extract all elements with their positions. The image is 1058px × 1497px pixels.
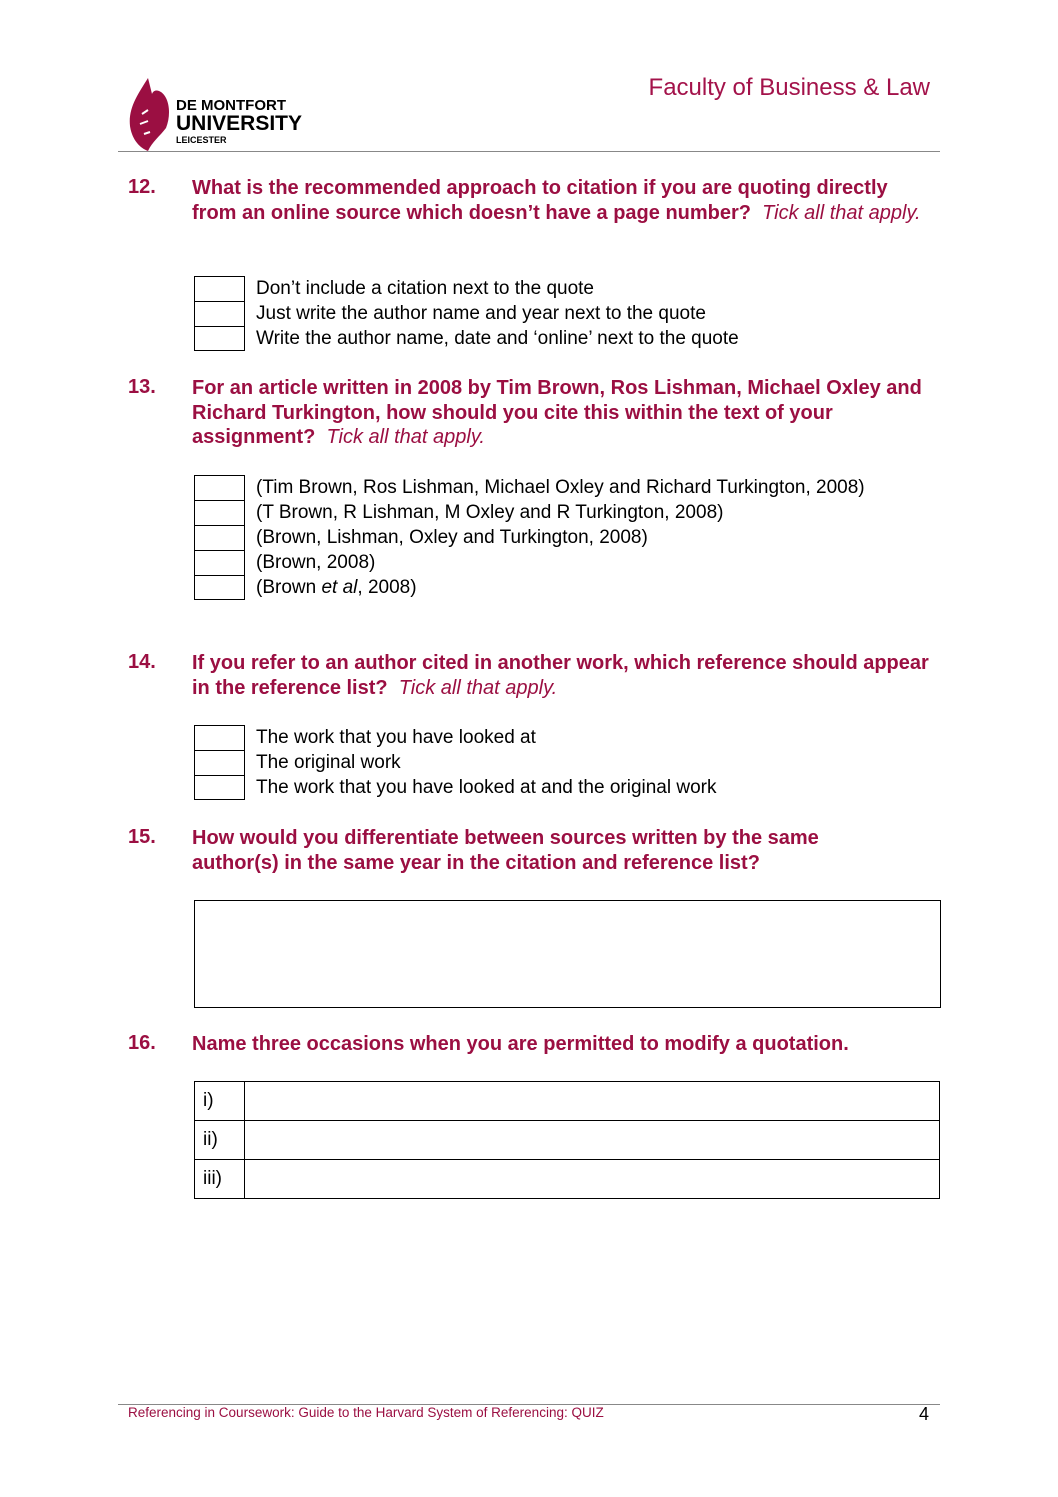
checkbox[interactable] <box>194 525 245 550</box>
option: (Brown, 2008) <box>194 550 884 575</box>
question-number: 15. <box>128 826 156 848</box>
question-number: 12. <box>128 176 156 198</box>
checkbox[interactable] <box>194 276 245 301</box>
page-number: 4 <box>919 1404 930 1424</box>
table-row: iii) <box>195 1160 940 1199</box>
answer-cell[interactable] <box>245 1160 940 1199</box>
option: (Brown et al, 2008) <box>194 575 884 600</box>
svg-text:UNIVERSITY: UNIVERSITY <box>176 112 303 135</box>
options-list <box>194 276 894 351</box>
footer-text: Referencing in Coursework: Guide to the Harvard System of Referencing: QUIZ <box>128 1405 604 1420</box>
faculty-title: Faculty of Business & Law <box>648 74 930 101</box>
option: (Tim Brown, Ros Lishman, Michael Oxley and Richard Turkington, 2008) <box>194 475 884 500</box>
option: The original work <box>194 750 894 775</box>
checkbox[interactable] <box>194 500 245 525</box>
question-number: 14. <box>128 651 156 673</box>
option: (Brown, Lishman, Oxley and Turkington, 2008) <box>194 525 884 550</box>
answer-textbox[interactable] <box>194 900 941 1008</box>
question-hint: Tick all that apply. <box>762 201 921 224</box>
checkbox[interactable] <box>194 475 245 500</box>
question-number: 13. <box>128 376 156 398</box>
answer-cell[interactable] <box>245 1082 940 1121</box>
options-list <box>194 475 884 600</box>
table-row: ii) <box>195 1121 940 1160</box>
table-row: i) <box>195 1082 940 1121</box>
option: The work that you have looked at and the original work <box>194 775 894 800</box>
checkbox[interactable] <box>194 550 245 575</box>
options-list <box>194 725 894 800</box>
question-number: 16. <box>128 1032 156 1054</box>
checkbox[interactable] <box>194 775 245 800</box>
header-divider <box>118 151 940 152</box>
checkbox[interactable] <box>194 301 245 326</box>
checkbox[interactable] <box>194 750 245 775</box>
checkbox[interactable] <box>194 326 245 351</box>
lion-logo-icon <box>126 74 311 152</box>
option: The work that you have looked at <box>194 725 894 750</box>
option: Don’t include a citation next to the quote <box>194 276 894 301</box>
checkbox[interactable] <box>194 725 245 750</box>
answer-table <box>194 1081 940 1199</box>
question-text: What is the recommended approach to citation if you are quoting directly from an online source which doesn’t have a page number? Tick all that apply. <box>192 177 921 224</box>
option: (T Brown, R Lishman, M Oxley and R Turkington, 2008) <box>194 500 884 525</box>
question-hint: Tick all that apply. <box>398 676 558 699</box>
checkbox[interactable] <box>194 575 245 600</box>
option: Write the author name, date and ‘online’ next to the quote <box>194 326 894 351</box>
answer-cell[interactable] <box>245 1121 940 1160</box>
option: Just write the author name and year next to the quote <box>194 301 894 326</box>
question-hint: Tick all that apply. <box>326 426 485 449</box>
question-text: If you refer to an author cited in another work, which reference should appear in the reference list? Tick all that apply. <box>192 652 929 699</box>
university-logo <box>126 74 311 157</box>
svg-text:LEICESTER: LEICESTER <box>176 135 227 145</box>
svg-text:DE MONTFORT: DE MONTFORT <box>176 97 286 114</box>
question-text: Name three occasions when you are permitted to modify a quotation. <box>192 1033 849 1055</box>
question-text: For an article written in 2008 by Tim Brown, Ros Lishman, Michael Oxley and Richard Turkington, how should you cite this within the text of your assignment? Tick all that apply. <box>192 377 922 449</box>
question-text: How would you differentiate between sources written by the same author(s) in the same year in the citation and reference list? <box>192 827 819 874</box>
